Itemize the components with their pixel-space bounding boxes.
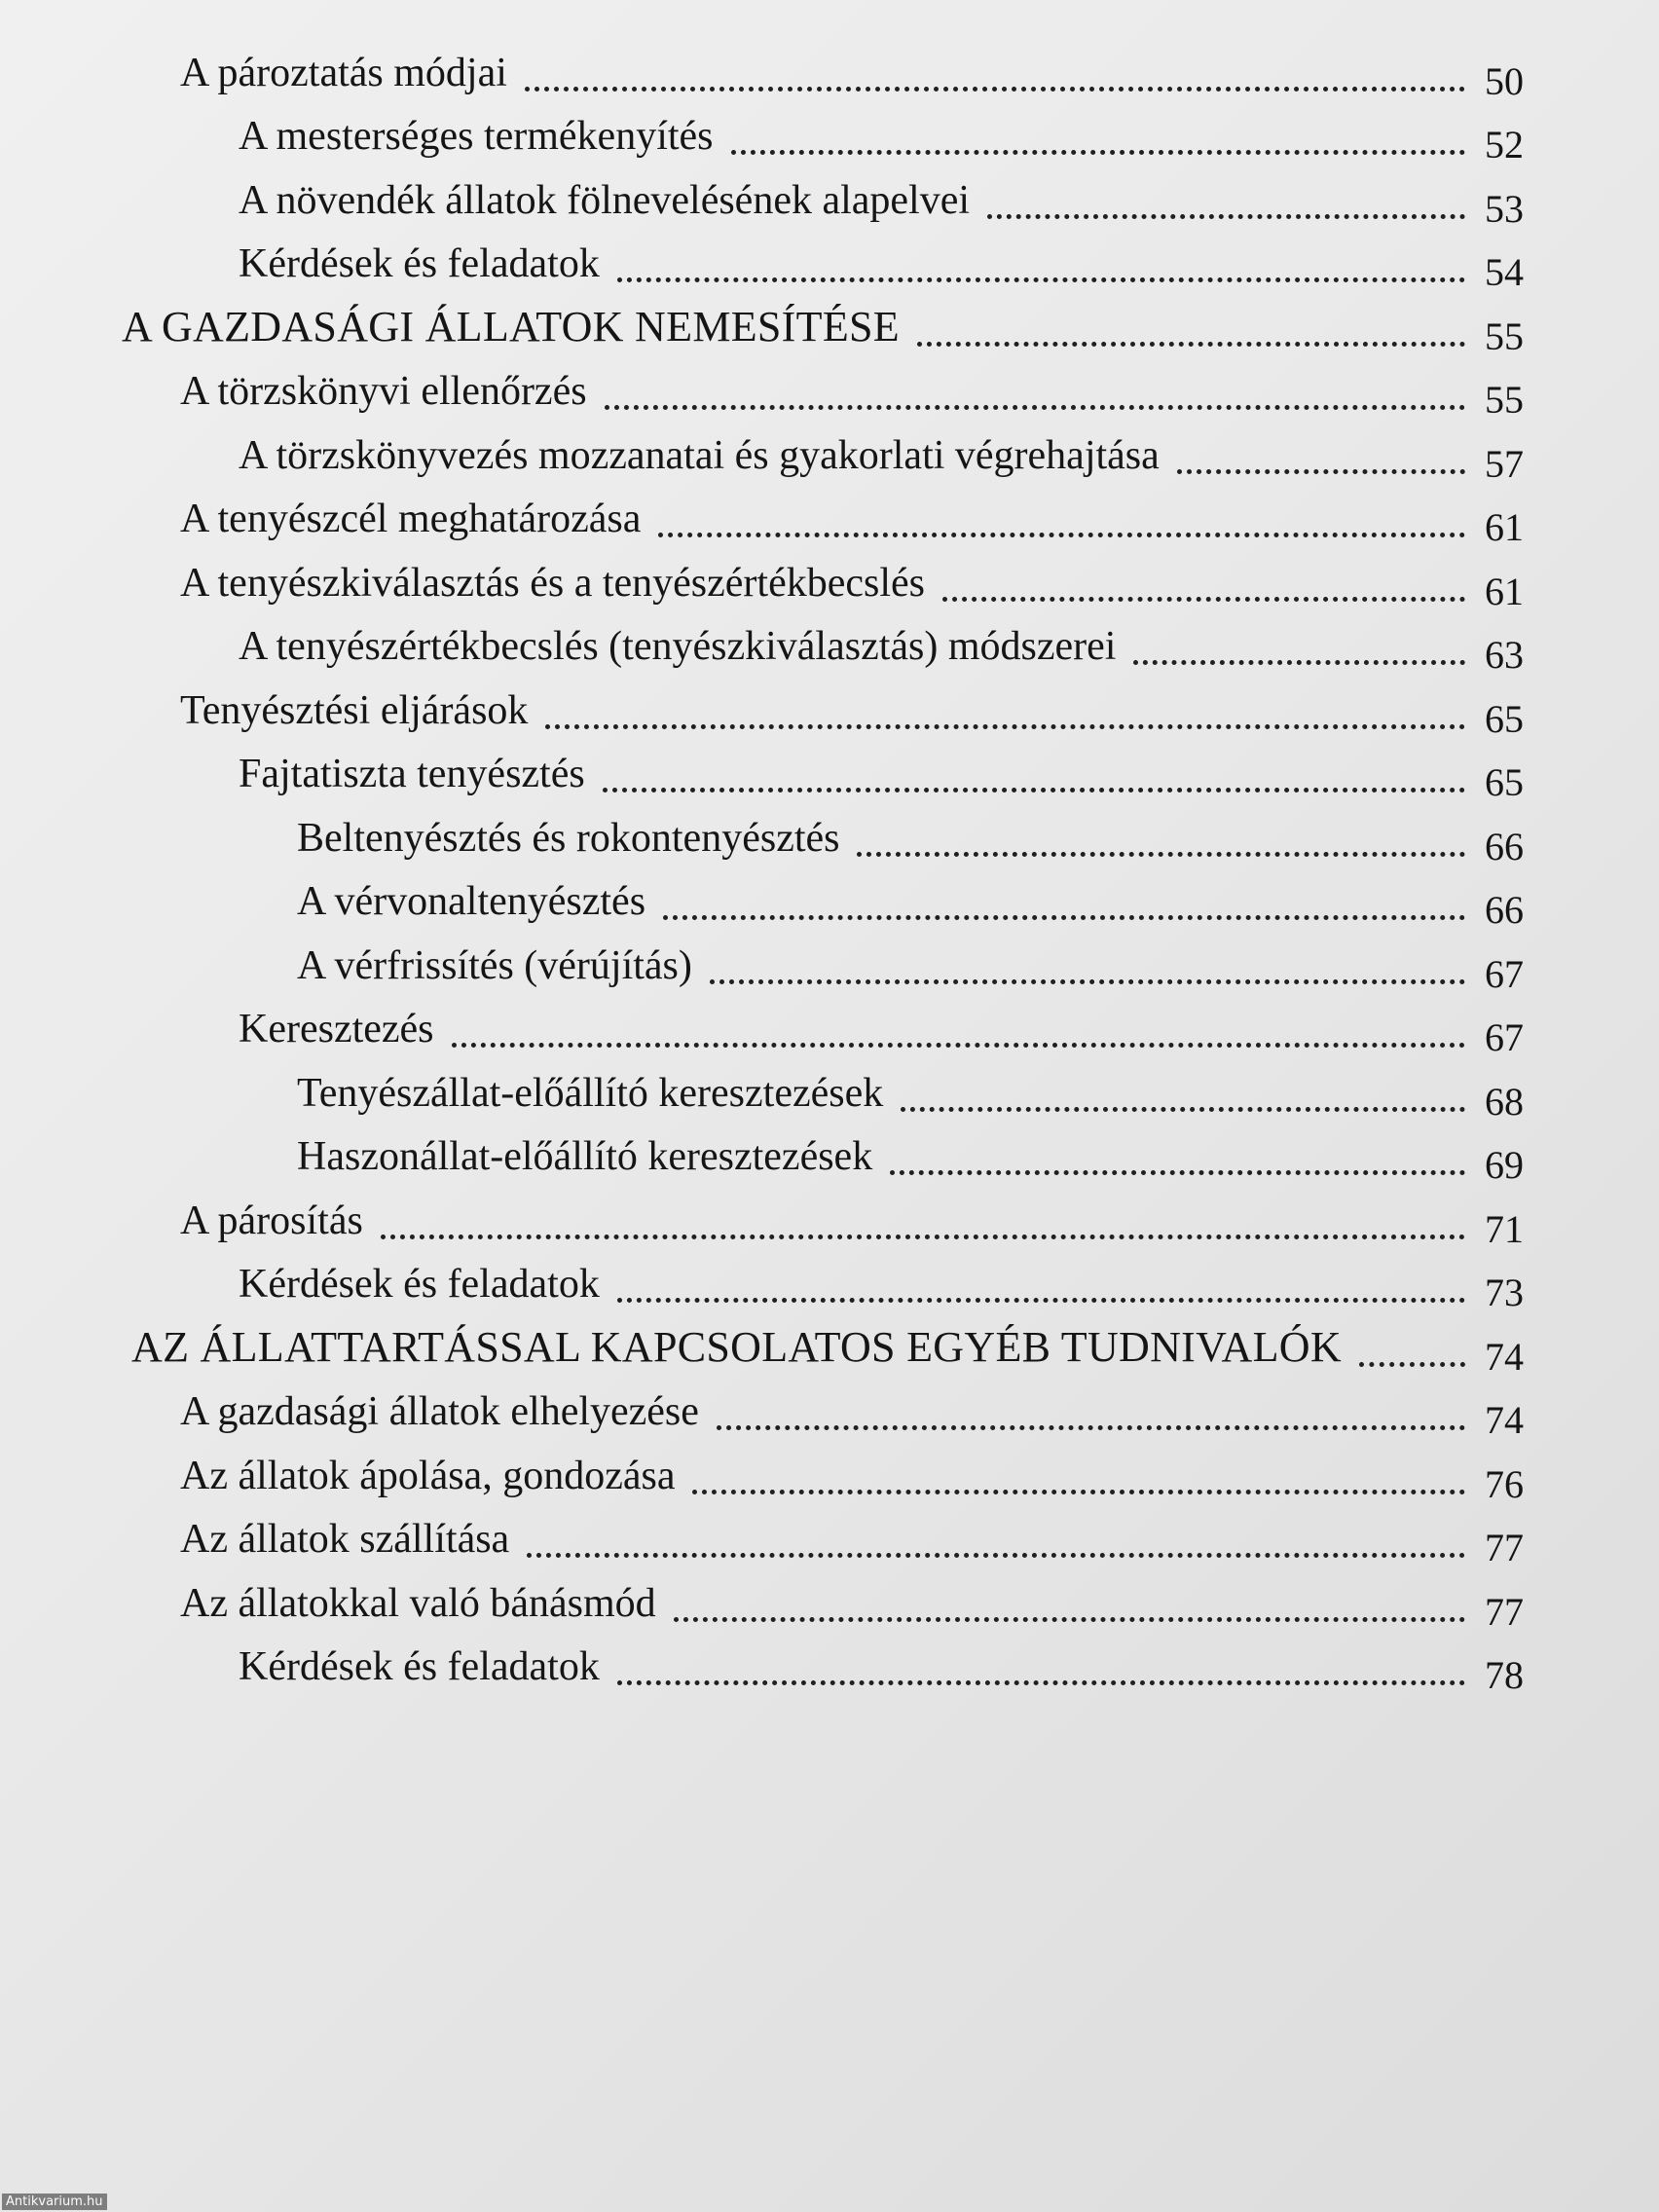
site-watermark: Antikvarium.hu <box>2 2194 107 2210</box>
toc-entry-page-number: 65 <box>1485 696 1524 741</box>
toc-entry <box>297 1057 1524 1122</box>
toc-entry-title: A tenyészkiválasztás és a tenyészértékbecslés <box>180 560 926 606</box>
dot-leader <box>617 1679 1465 1685</box>
dot-leader <box>987 213 1465 219</box>
toc-entry-title: Haszonállat-előállító keresztezések <box>297 1134 873 1179</box>
toc-entry <box>180 1185 1524 1249</box>
dot-leader <box>857 851 1465 857</box>
toc-entry-title: Az állatok szállítása <box>180 1517 510 1562</box>
toc-entry <box>297 866 1524 931</box>
dot-leader <box>674 1616 1465 1622</box>
toc-entry <box>180 1440 1524 1504</box>
dot-leader <box>890 1169 1465 1175</box>
toc-entry-page-number: 77 <box>1485 1526 1524 1569</box>
toc-entry-title: A növendék állatok fölnevelésének alapelvei <box>239 177 971 223</box>
dot-leader <box>605 404 1465 410</box>
dot-leader <box>545 723 1465 729</box>
toc-entry-page-number: 53 <box>1485 186 1524 231</box>
toc-entry-page-number: 67 <box>1485 1015 1524 1059</box>
toc-entry-page-number: 50 <box>1485 58 1524 103</box>
dot-leader <box>617 1297 1465 1303</box>
toc-entry-page-number: 74 <box>1485 1398 1524 1442</box>
toc-entry-title: Az állatokkal való bánásmód <box>180 1580 656 1626</box>
toc-entry <box>239 1632 1524 1696</box>
dot-leader <box>692 1489 1465 1494</box>
toc-entry <box>180 1377 1524 1441</box>
toc-entry <box>297 930 1524 994</box>
toc-entry <box>180 1567 1524 1632</box>
toc-entry-page-number: 66 <box>1485 888 1524 932</box>
toc-entry-page-number: 69 <box>1485 1143 1524 1187</box>
toc-entry-title: Beltenyésztés és rokontenyésztés <box>297 815 840 861</box>
toc-entry-title: Kérdések és feladatok <box>239 1644 600 1689</box>
toc-entry-title: A mesterséges termékenyítés <box>239 114 714 159</box>
dot-leader <box>452 1042 1465 1048</box>
dot-leader <box>917 341 1465 347</box>
toc-entry-page-number: 67 <box>1485 951 1524 996</box>
toc-entry <box>239 739 1524 803</box>
toc-entry <box>239 420 1524 484</box>
toc-entry-title: A pároztatás módjai <box>180 50 507 95</box>
toc-entry-title: A GAZDASÁGI ÁLLATOK NEMESÍTÉSE <box>122 302 900 350</box>
toc-entry-title: Fajtatiszta tenyésztés <box>239 752 585 796</box>
toc-entry-page-number: 65 <box>1485 760 1524 804</box>
dot-leader <box>381 1234 1465 1239</box>
toc-entry <box>239 994 1524 1058</box>
toc-entry-page-number: 54 <box>1485 250 1524 294</box>
toc-entry-page-number: 57 <box>1485 441 1524 486</box>
toc-entry <box>239 1249 1524 1313</box>
toc-entry-title: A párosítás <box>180 1198 363 1243</box>
toc-entry-page-number: 66 <box>1485 824 1524 868</box>
dot-leader <box>717 1424 1465 1430</box>
dot-leader <box>710 978 1465 984</box>
toc-entry-page-number: 55 <box>1485 313 1524 358</box>
toc-entry-page-number: 76 <box>1485 1461 1524 1506</box>
toc-entry-title: Kérdések és feladatok <box>239 1262 600 1307</box>
toc-entry <box>239 611 1524 676</box>
toc-entry-page-number: 61 <box>1485 505 1524 549</box>
toc-entry <box>180 484 1524 548</box>
toc-entry-page-number: 73 <box>1485 1271 1524 1314</box>
toc-entry-page-number: 77 <box>1485 1589 1524 1634</box>
toc-entry <box>122 292 1524 356</box>
toc-entry <box>180 547 1524 611</box>
toc-entry-title: Keresztezés <box>239 1007 434 1051</box>
dot-leader <box>663 914 1465 920</box>
dot-leader <box>1177 468 1465 474</box>
toc-entry-title: Tenyésztési eljárások <box>180 687 529 733</box>
toc-entry <box>131 1312 1524 1377</box>
toc-entry-title: Kérdések és feladatok <box>239 241 600 286</box>
toc-entry-title: A törzskönyvezés mozzanatai és gyakorlati végrehajtása <box>239 432 1160 478</box>
toc-entry-title: A gazdasági állatok elhelyezése <box>180 1389 699 1434</box>
toc-entry <box>180 675 1524 739</box>
toc-entry-page-number: 61 <box>1485 569 1524 613</box>
toc-entry-title: A vérfrissítés (vérújítás) <box>297 942 692 988</box>
toc-entry-title: A törzskönyvi ellenőrzés <box>180 369 587 414</box>
toc-entry-title: A tenyészcél meghatározása <box>180 497 642 541</box>
toc-entry-page-number: 78 <box>1485 1653 1524 1697</box>
table-of-contents <box>0 37 1659 1695</box>
toc-entry-title: Tenyészállat-előállító keresztezések <box>297 1070 884 1116</box>
dot-leader <box>942 596 1465 602</box>
toc-entry-title: A tenyészértékbecslés (tenyészkiválasztás) módszerei <box>239 624 1117 669</box>
dot-leader <box>1133 659 1465 665</box>
toc-entry-title: AZ ÁLLATTARTÁSSAL KAPCSOLATOS EGYÉB TUDNIVALÓK <box>131 1322 1342 1371</box>
toc-entry <box>297 1122 1524 1186</box>
dot-leader <box>1359 1361 1465 1367</box>
toc-entry-page-number: 74 <box>1485 1334 1524 1379</box>
toc-entry-title: Az állatok ápolása, gondozása <box>180 1453 676 1498</box>
dot-leader <box>527 1552 1465 1558</box>
toc-entry-page-number: 68 <box>1485 1079 1524 1124</box>
dot-leader <box>603 787 1465 793</box>
toc-entry <box>297 802 1524 866</box>
dot-leader <box>731 149 1465 155</box>
dot-leader <box>525 86 1465 92</box>
toc-entry-page-number: 52 <box>1485 123 1524 166</box>
toc-entry <box>180 37 1524 101</box>
toc-entry-page-number: 71 <box>1485 1206 1524 1251</box>
toc-entry <box>180 1504 1524 1568</box>
toc-entry <box>239 101 1524 166</box>
dot-leader <box>617 276 1465 282</box>
dot-leader <box>901 1106 1465 1112</box>
toc-entry-title: A vérvonaltenyésztés <box>297 879 646 924</box>
toc-entry <box>180 356 1524 421</box>
toc-entry-page-number: 55 <box>1485 378 1524 422</box>
toc-entry <box>239 229 1524 293</box>
toc-entry-page-number: 63 <box>1485 633 1524 677</box>
toc-entry <box>239 165 1524 229</box>
dot-leader <box>658 532 1465 537</box>
